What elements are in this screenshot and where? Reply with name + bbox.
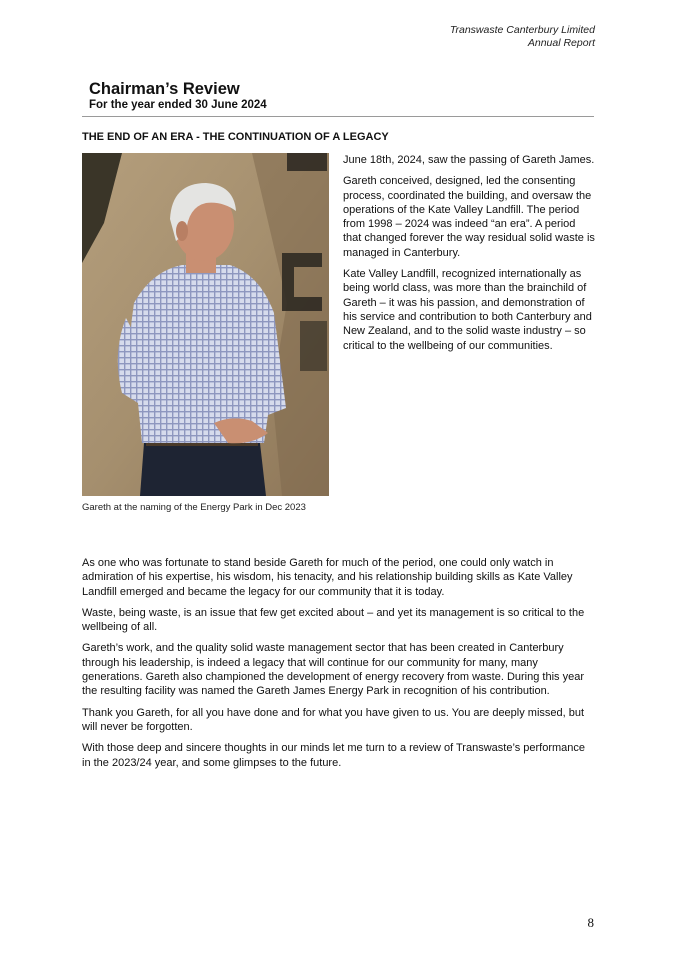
side-paragraph-2: Gareth conceived, designed, led the consenting process, coordinated the building, and oversaw the operations of the Kate Valley Landfill. The period from 1998 – 2024 was indeed “an era”. A period that changed forever the way residual solid waste is managed in Canterbury. [343, 175, 595, 259]
section-heading: THE END OF AN ERA - THE CONTINUATION OF A LEGACY [82, 131, 389, 143]
page-title: Chairman’s Review [89, 80, 240, 98]
page-subtitle: For the year ended 30 June 2024 [89, 99, 267, 111]
body-paragraph-3: Gareth’s work, and the quality solid waste management sector that has been created in Canterbury through his leadership, is indeed a legacy that will continue for our community for many, many generations. Gareth also championed the development of energy recovery from waste. During this year the resulting facility was named the Gareth James Energy Park in recognition of his contribution. [82, 642, 584, 698]
trousers [140, 443, 266, 496]
company-name: Transwaste Canterbury Limited [449, 24, 595, 36]
title-block [89, 80, 267, 112]
side-paragraph-1: June 18th, 2024, saw the passing of Gareth James. [343, 154, 595, 166]
ear [176, 221, 188, 241]
page-number: 8 [587, 915, 594, 930]
photo-caption: Gareth at the naming of the Energy Park in Dec 2023 [82, 502, 306, 513]
title-divider [82, 116, 594, 117]
side-column-text [343, 153, 595, 360]
report-header [450, 24, 595, 49]
body-paragraph-1: As one who was fortunate to stand beside Gareth for much of the period, one could only watch in admiration of his expertise, his wisdom, his tenacity, and his relationship building skills as Kate Valley Landfill emerged and became the legacy for our community that it is today. [82, 557, 573, 598]
side-paragraph-3: Kate Valley Landfill, recognized internationally as being world class, was more than the brainchild of Gareth – it was his passion, and demonstration of his service and contribution to both Canterbury and New Zealand, and to the solid waste industry – so critical to the wellbeing of our communities. [343, 268, 592, 352]
report-name: Annual Report [527, 36, 595, 49]
body-paragraph-4: Thank you Gareth, for all you have done and for what you have given to us. You are deeply missed, but will never be forgotten. [82, 706, 585, 733]
portrait-illustration [82, 153, 329, 496]
portrait-photo [82, 153, 329, 496]
shirt [122, 265, 286, 443]
main-body-text [82, 556, 594, 777]
body-paragraph-5: With those deep and sincere thoughts in our minds let me turn to a review of Transwaste’s performance in the 2023/24 year, and some glimpses to the future. [82, 742, 585, 769]
body-paragraph-2: Waste, being waste, is an issue that few get excited about – and yet its management is so critical to the wellbeing of all. [82, 606, 585, 634]
